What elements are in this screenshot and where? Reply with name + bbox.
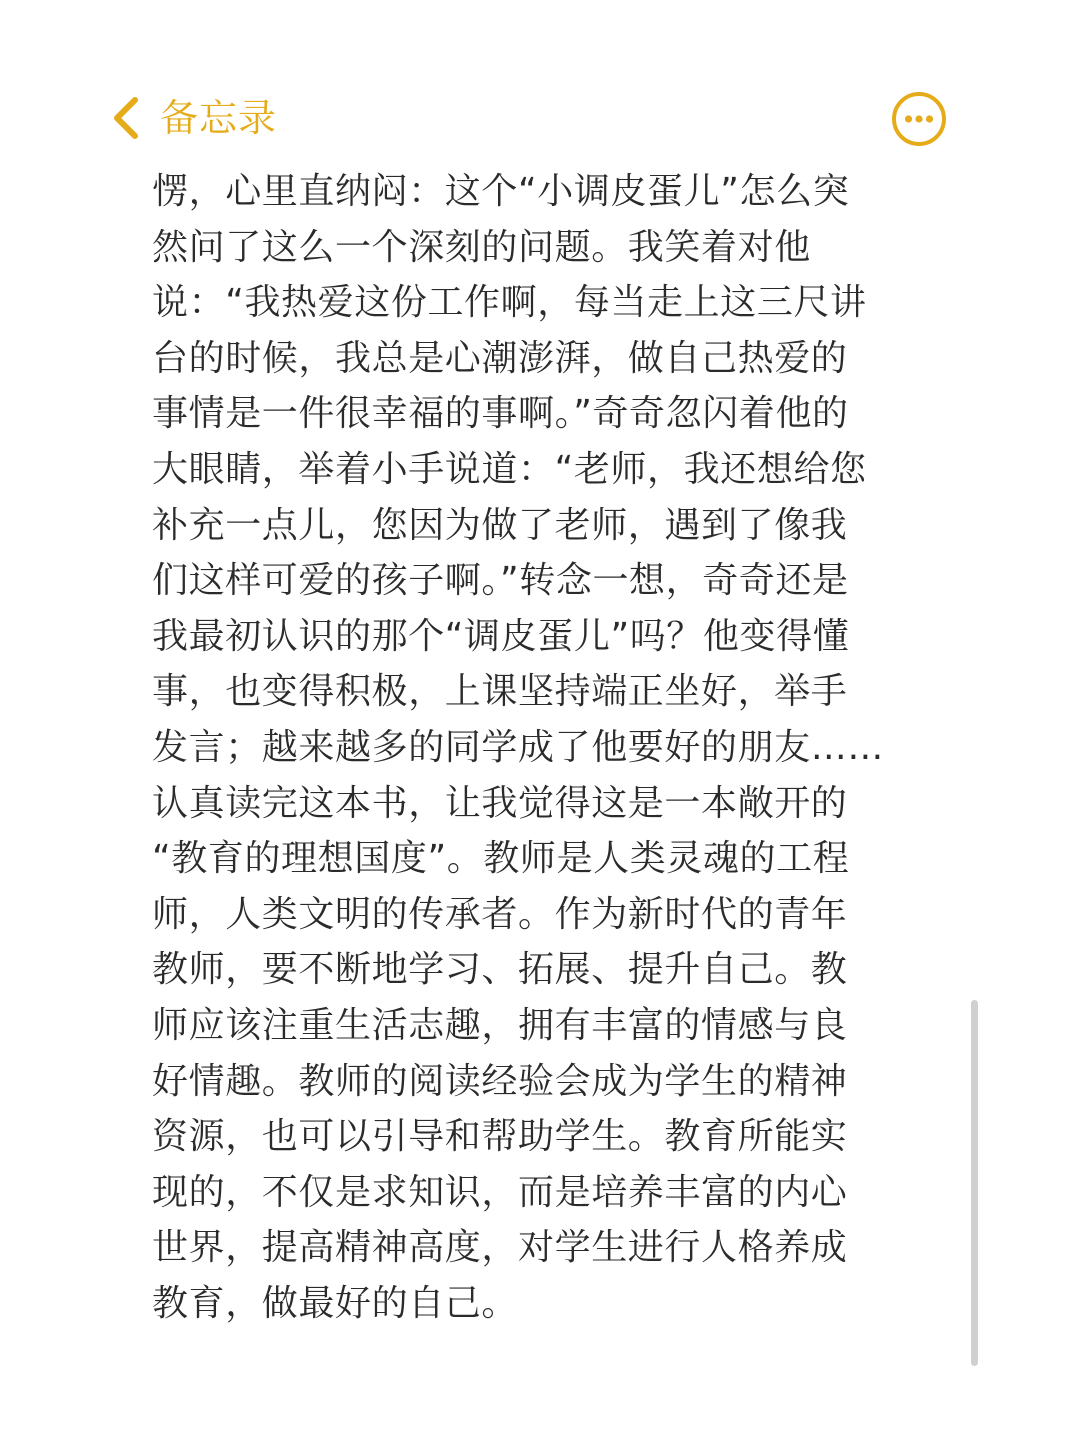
note-text-line: 然问了这么一个深刻的问题。我笑着对他 bbox=[152, 226, 811, 268]
more-options-button[interactable] bbox=[890, 90, 948, 148]
note-text-line: 台的时候，我总是心潮澎湃，做自己热爱的 bbox=[152, 337, 848, 379]
note-text-line: 发言；越来越多的同学成了他要好的朋友…… bbox=[152, 726, 885, 768]
note-text-line: 师应该注重生活志趣，拥有丰富的情感与良 bbox=[152, 1004, 848, 1046]
note-text-line: 认真读完这本书，让我觉得这是一本敞开的 bbox=[152, 782, 848, 824]
note-body-text[interactable] bbox=[152, 164, 932, 1331]
note-text-line: “教育的理想国度”。教师是人类灵魂的工程 bbox=[152, 838, 850, 880]
note-text-line: 愣，心里直纳闷：这个“小调皮蛋儿”怎么突 bbox=[152, 171, 850, 212]
note-text-line: 教育，做最好的自己。 bbox=[152, 1282, 519, 1324]
note-text-line: 教师，要不断地学习、拓展、提升自己。教 bbox=[152, 949, 848, 991]
vertical-scrollbar[interactable] bbox=[971, 1000, 978, 1366]
note-text-line: 事，也变得积极，上课坚持端正坐好，举手 bbox=[152, 671, 848, 713]
back-button[interactable] bbox=[108, 86, 277, 150]
note-text-line: 补充一点儿，您因为做了老师，遇到了像我 bbox=[152, 504, 848, 546]
note-text-line: 我最初认识的那个“调皮蛋儿”吗？他变得懂 bbox=[152, 615, 850, 657]
note-text-line: 事情是一件很幸福的事啊。”奇奇忽闪着他的 bbox=[152, 393, 849, 435]
note-text-line: 好情趣。教师的阅读经验会成为学生的精神 bbox=[152, 1060, 848, 1102]
chevron-left-icon bbox=[108, 94, 144, 142]
ellipsis-circle-icon bbox=[890, 133, 948, 152]
note-text-line: 师，人类文明的传承者。作为新时代的青年 bbox=[152, 893, 848, 935]
navigation-bar bbox=[0, 86, 1080, 150]
note-text-line: 大眼睛，举着小手说道：“老师，我还想给您 bbox=[152, 448, 867, 490]
back-button-label: 备忘录 bbox=[160, 96, 278, 140]
note-text-line: 说：“我热爱这份工作啊，每当走上这三尺讲 bbox=[152, 282, 867, 324]
note-text-line: 资源，也可以引导和帮助学生。教育所能实 bbox=[152, 1116, 848, 1158]
note-text-line: 们这样可爱的孩子啊。”转念一想，奇奇还是 bbox=[152, 560, 849, 602]
note-text-line: 现的，不仅是求知识，而是培养丰富的内心 bbox=[152, 1171, 848, 1213]
note-text-line: 世界，提高精神高度，对学生进行人格养成 bbox=[152, 1227, 848, 1269]
